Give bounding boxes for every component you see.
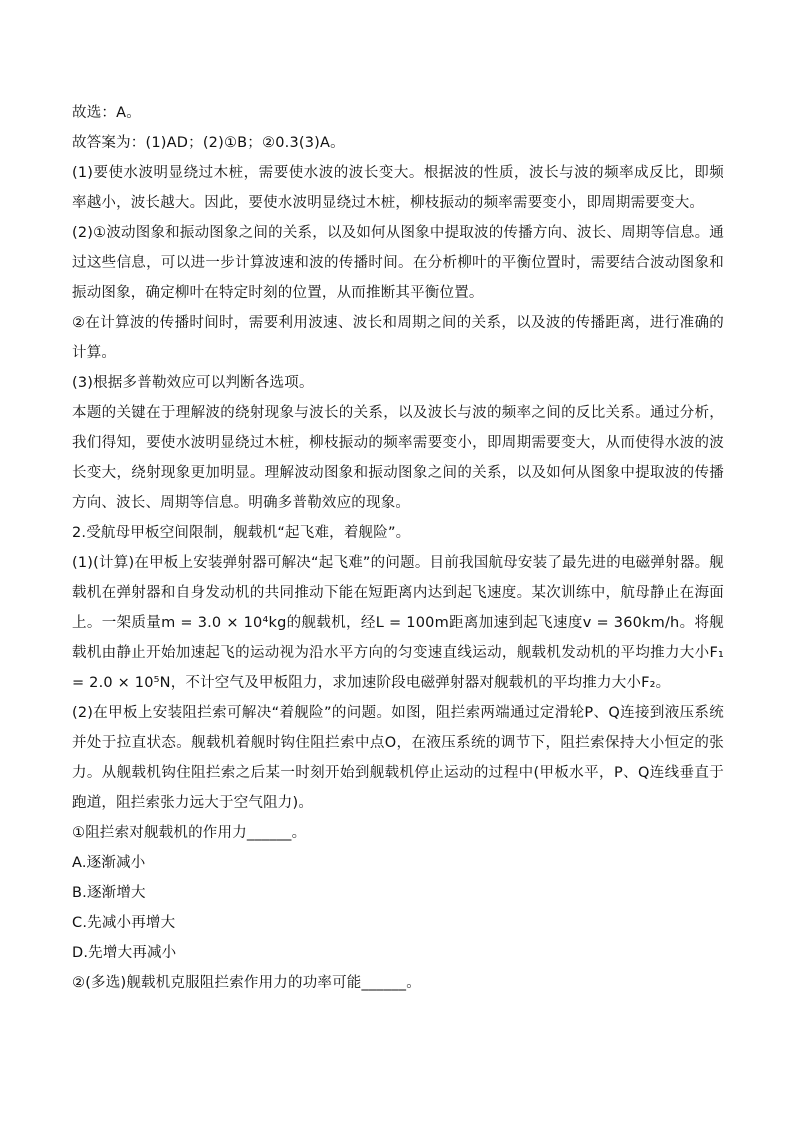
sub-question-2: ②(多选)舰载机克服阻拦索作用力的功率可能______。: [72, 975, 421, 991]
sub-question-1: ①阻拦索对舰载机的作用力______。: [72, 825, 307, 841]
option-d: D.先增大再减小: [72, 945, 177, 961]
explanation-part-1: (1)要使水波明显绕过木桩，需要使水波的波长变大。根据波的性质，波长与波的频率成反比，即频率越小，波长越大。因此，要使水波明显绕过木桩，柳枝振动的频率需要变小，即周期需要变大。: [72, 165, 724, 211]
explanation-part-3: (3)根据多普勒效应可以判断各选项。: [72, 375, 314, 391]
question-2-part-2: (2)在甲板上安装阻拦索可解决“着舰险”的问题。如图，阻拦索两端通过定滑轮P、Q连接到液压系统并处于拉直状态。舰载机着舰时钩住阻拦索中点O，在液压系统的调节下，阻拦索保持大小恒定的张力。从舰载机钩住阻拦索之后某一时刻开始到舰载机停止运动的过程中(甲板水平，P、Q连线垂直于跑道，阻拦索张力远大于空气阻力)。: [72, 705, 724, 811]
option-c: C.先减小再增大: [72, 915, 176, 931]
summary-paragraph: 本题的关键在于理解波的绕射现象与波长的关系，以及波长与波的频率之间的反比关系。通过分析，我们得知，要使水波明显绕过木桩，柳枝振动的频率需要变小，即周期需要变大，从而使得水波的波长变大，绕射现象更加明显。理解波动图象和振动图象之间的关系，以及如何从图象中提取波的传播方向、波长、周期等信息。明确多普勒效应的现象。: [72, 405, 724, 511]
explanation-part-2: (2)①波动图象和振动图象之间的关系，以及如何从图象中提取波的传播方向、波长、周期等信息。通过这些信息，可以进一步计算波速和波的传播时间。在分析柳叶的平衡位置时，需要结合波动图象和振动图象，确定柳叶在特定时刻的位置，从而推断其平衡位置。: [72, 225, 724, 301]
document-body: [72, 98, 724, 998]
explanation-part-2b: ②在计算波的传播时间时，需要利用波速、波长和周期之间的关系，以及波的传播距离，进行准确的计算。: [72, 315, 724, 361]
answer-line: 故选：A。: [72, 105, 141, 121]
answer-summary: 故答案为：(1)AD；(2)①B；②0.3(3)A。: [72, 135, 345, 151]
option-a: A.逐渐减小: [72, 855, 146, 871]
question-2-part-1: (1)(计算)在甲板上安装弹射器可解决“起飞难”的问题。目前我国航母安装了最先进的电磁弹射器。舰载机在弹射器和自身发动机的共同推动下能在短距离内达到起飞速度。某次训练中，航母静止在海面上。一架质量m = 3.0 × 10⁴kg的舰载机，经L = 100m距离加速到起飞速度v = 360km/h。将舰载机由静止开始加速起飞的运动视为沿水平方向的匀变速直线运动，舰载机发动机的平均推力大小F₁ = 2.0 × 10⁵N，不计空气及甲板阻力，求加速阶段电磁弹射器对舰载机的平均推力大小F₂。: [72, 555, 724, 691]
question-2-title: 2.受航母甲板空间限制，舰载机“起飞难，着舰险”。: [72, 525, 411, 541]
option-b: B.逐渐增大: [72, 885, 146, 901]
